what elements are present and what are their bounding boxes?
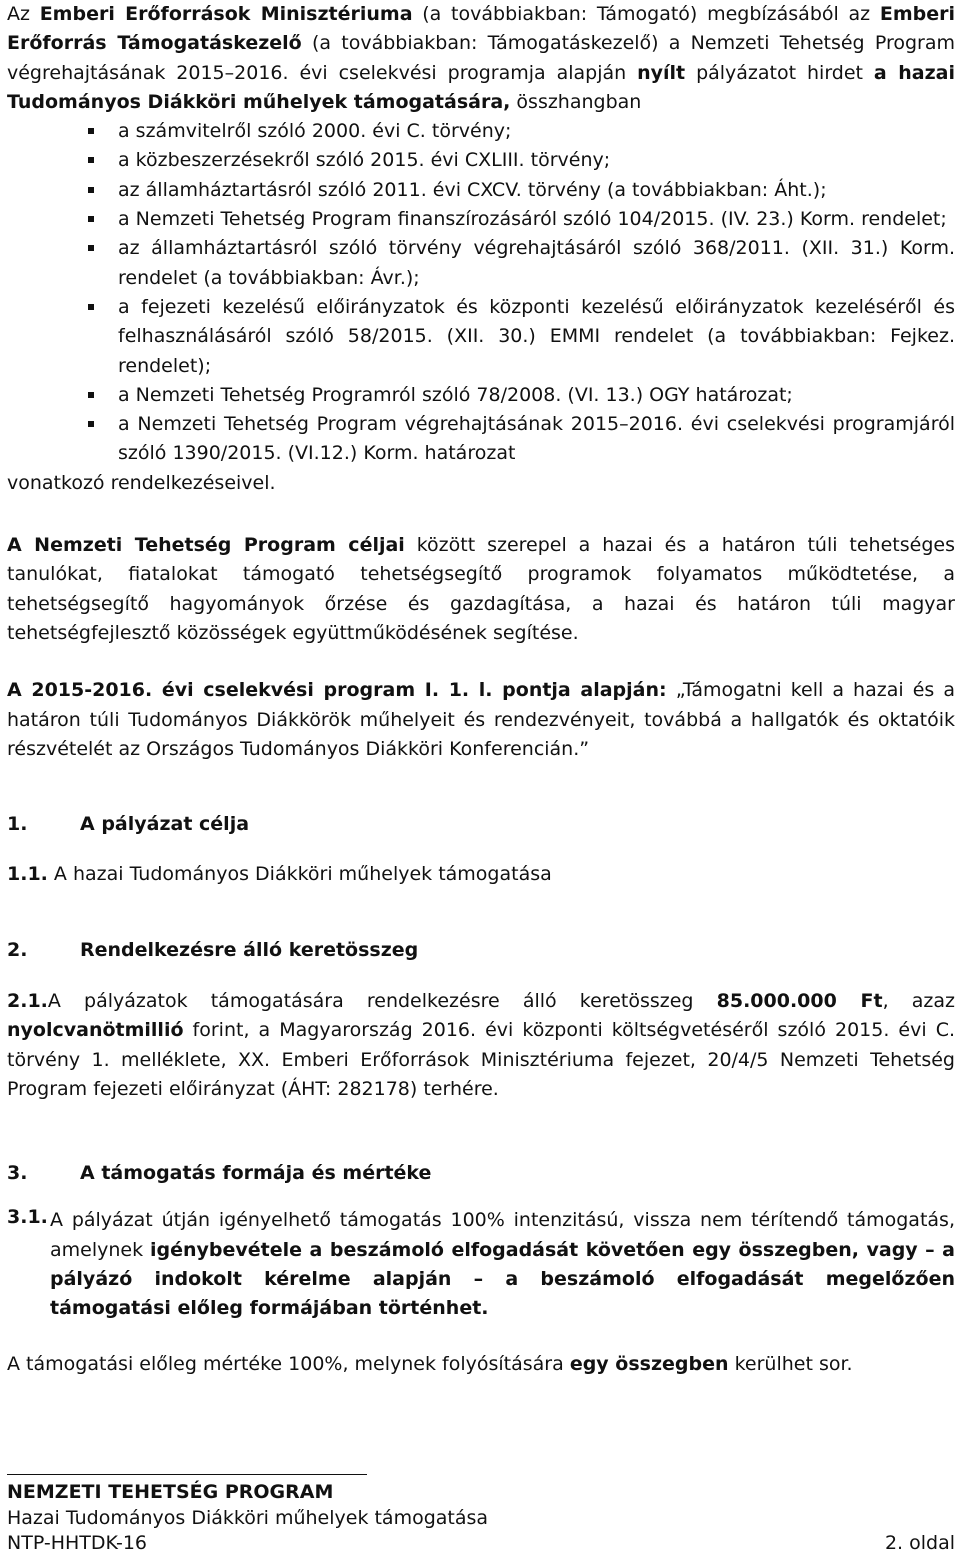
disbursement-terms: igénybevétele a beszámoló elfogadását követően egy összegben, vagy – a pályázó indokolt kérelme alapján – a beszámoló elfogadását megelőzően támogatási előleg formájában történhet. <box>50 1238 955 1320</box>
intro-end: vonatkozó rendelkezéseivel. <box>7 471 276 494</box>
intro-text: összhangban <box>510 90 642 113</box>
intro-text: Az <box>7 3 40 25</box>
section-1-1: 1.1. A hazai Tudományos Diákköri műhelyek támogatása <box>7 863 552 886</box>
bullet-square-icon <box>88 392 94 398</box>
program-paragraph: A 2015-2016. évi cselekvési program I. 1. l. pontja alapján: „Támogatni kell a hazai és a határon túli Tudományos Diákkörök műhelyeit és rendezvényeit, továbbá a hallgatók és oktatóik részvételét az Országos Tudományos Diákköri Konferencián.” <box>7 679 956 760</box>
bullet-square-icon <box>88 304 94 310</box>
list-item: a Nemzeti Tehetség Program végrehajtásának 2015–2016. évi cselekvési programjáról szóló 1390/2015. (VI.12.) Korm. határozat <box>7 410 955 469</box>
lump-sum: egy összegben <box>569 1352 729 1375</box>
goals-paragraph: A Nemzeti Tehetség Program céljai között szerepel a hazai és a határon túli tehetséges tanulókat, fiatalokat támogató tehetségsegítő programok folyamatos működtetése, a tehetségsegítő hagyományok őrzése és gazdagítása, a hazai és határon túli magyar tehetségfejlesztő közösségek együttműködésének segítése. <box>7 534 955 644</box>
bullet-square-icon <box>88 245 94 251</box>
bullet-square-icon <box>88 187 94 193</box>
document-page <box>7 0 955 1379</box>
section-2-heading: 2. Rendelkezésre álló keretösszeg <box>7 939 419 962</box>
list-item: az államháztartásról szóló törvény végrehajtásáról szóló 368/2011. (XII. 31.) Korm. rendelet (a továbbiakban: Ávr.); <box>7 234 955 293</box>
list-item: a közbeszerzésekről szóló 2015. évi CXLIII. törvény; <box>7 146 955 175</box>
budget-words: nyolcvanötmillió <box>7 1019 184 1042</box>
page-number: 2. oldal <box>884 1532 955 1554</box>
footer-org: NEMZETI TEHETSÉG PROGRAM <box>7 1481 334 1503</box>
footer-code: NTP-HHTDK-16 <box>7 1532 148 1554</box>
list-item: a fejezeti kezelésű előirányzatok és központi kezelésű előirányzatok kezeléséről és felhasználásáról szóló 58/2015. (XII. 30.) EMMI rendelet (a továbbiakban: Fejkez. rendelet); <box>7 293 955 381</box>
bullet-square-icon <box>88 157 94 163</box>
program-lead: A 2015-2016. évi cselekvési program I. 1. l. pontja alapján: <box>7 679 667 702</box>
call-subject: a hazai Tudományos Diákköri műhelyek támogatására, <box>7 61 955 113</box>
list-item: a Nemzeti Tehetség Programról szóló 78/2008. (VI. 13.) OGY határozat; <box>7 381 955 410</box>
list-item: az államháztartásról szóló 2011. évi CXCV. törvény (a továbbiakban: Áht.); <box>7 176 955 205</box>
footer-subtitle: Hazai Tudományos Diákköri műhelyek támogatása <box>7 1506 489 1529</box>
bullet-square-icon <box>88 421 94 427</box>
intro-paragraph <box>7 0 955 117</box>
bullet-square-icon <box>88 128 94 134</box>
section-3-heading: 3. A támogatás formája és mértéke <box>7 1162 432 1185</box>
section-1-heading: 1. A pályázat célja <box>7 813 250 836</box>
intro-text: pályázatot hirdet <box>685 61 874 84</box>
bullet-square-icon <box>88 216 94 222</box>
advance-paragraph: A támogatási előleg mértéke 100%, melynek folyósítására egy összegben kerülhet sor. <box>7 1352 853 1375</box>
section-2-1: 2.1.A pályázatok támogatására rendelkezésre álló keretösszeg 85.000.000 Ft, azaz nyolcvanötmillió forint, a Magyarország 2016. évi központi költségvetéséről szóló 2015. évi C. törvény 1. melléklete, XX. Emberi Erőforrások Minisztériuma fejezet, 20/4/5 Nemzeti Tehetség Program fejezeti előirányzat (ÁHT: 282178) terhére. <box>7 990 956 1101</box>
intro-text: (a továbbiakban: Támogatáskezelő) a Nemzeti Tehetség Program végrehajtásának 2015–2016. évi cselekvési programja alapján <box>7 32 955 84</box>
list-item: a Nemzeti Tehetség Program finanszírozásáról szóló 104/2015. (IV. 23.) Korm. rendelet; <box>7 205 955 234</box>
budget-amount: 85.000.000 Ft <box>716 990 883 1013</box>
ministry-name: Emberi Erőforrások Minisztériuma <box>39 3 413 25</box>
footer-divider <box>7 1474 367 1475</box>
footer-row <box>7 1531 955 1557</box>
goals-lead: A Nemzeti Tehetség Program céljai <box>7 534 405 557</box>
page-footer <box>7 1480 955 1557</box>
intro-text: (a továbbiakban: Támogató) megbízásából az <box>412 3 880 25</box>
section-3-1: 3.1. A pályázat útján igényelhető támogatás 100% intenzitású, vissza nem térítendő támogatás, amelynek igénybevétele a beszámoló elfogadását követően egy összegben, vagy – a pályázó indokolt kérelme alapján – a beszámoló elfogadását megelőzően támogatási előleg formájában történhet. <box>7 1206 955 1320</box>
open-label: nyílt <box>637 61 686 84</box>
list-item: a számvitelről szóló 2000. évi C. törvény; <box>7 117 955 146</box>
legal-basis-list <box>7 117 955 469</box>
agency-name: Emberi Erőforrás Támogatáskezelő <box>7 3 955 55</box>
